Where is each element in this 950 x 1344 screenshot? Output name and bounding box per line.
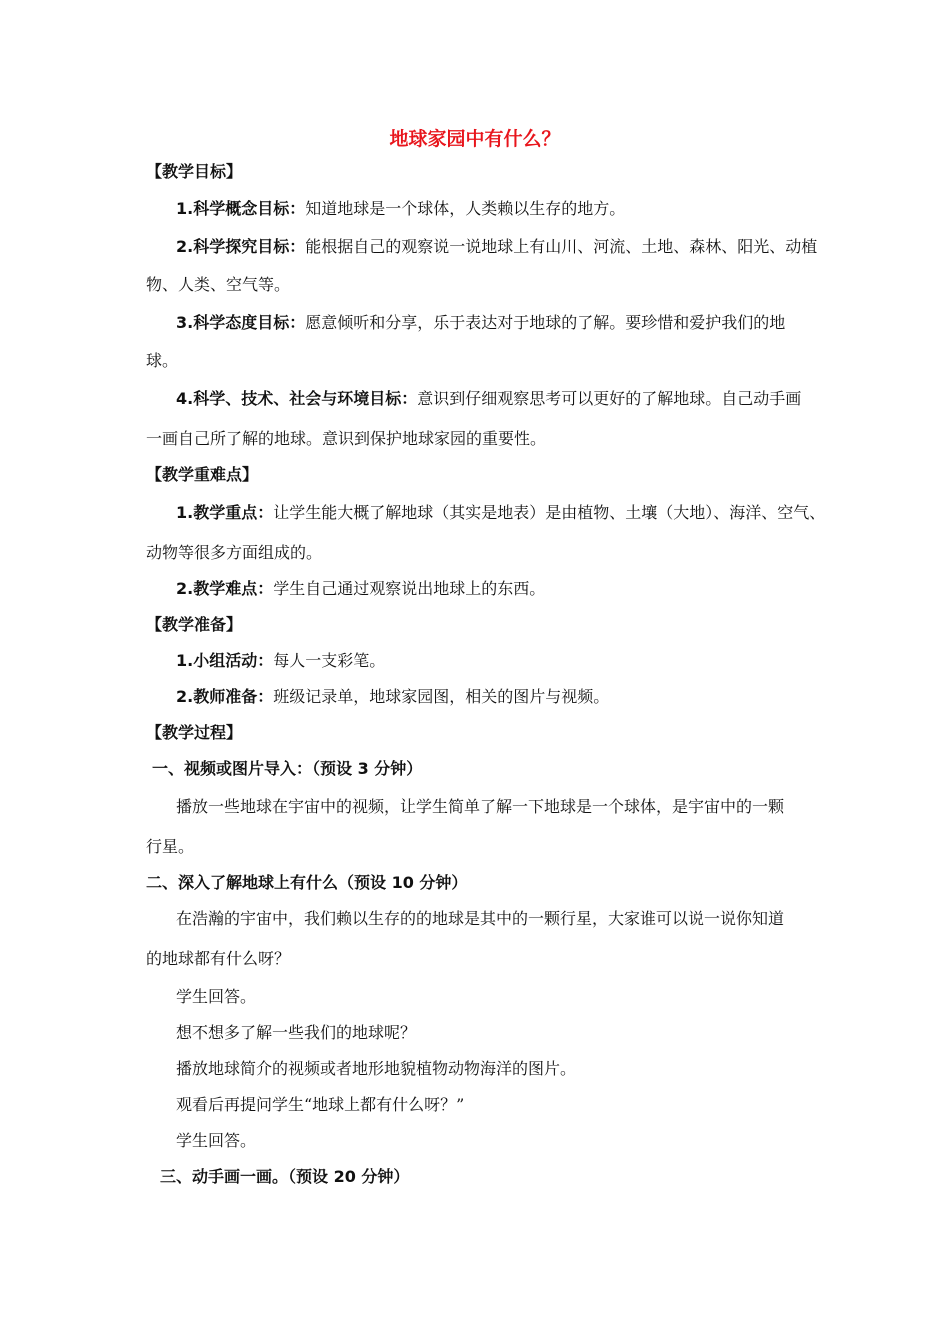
objective-item (176, 388, 801, 410)
preparation-text: 班级记录单，地球家园图，相关的图片与视频。 (273, 687, 610, 706)
document-title: 地球家园中有什么？ (389, 128, 561, 150)
paragraph: 观看后再提问学生“地球上都有什么呀？” (176, 1095, 465, 1114)
objective-text: 意识到仔细观察思考可以更好的了解地球。自己动手画 (417, 389, 802, 408)
preparation-item (176, 686, 609, 708)
objective-text: 能根据自己的观察说一说地球上有山川、河流、土地、森林、阳光、动植 (305, 237, 818, 256)
paragraph: 学生回答。 (176, 987, 257, 1006)
preparation-text: 每人一支彩笔。 (273, 651, 386, 670)
paragraph: 播放一些地球在宇宙中的视频，让学生简单了解一下地球是一个球体，是宇宙中的一颗 (176, 797, 785, 816)
paragraph-continued: 行星。 (146, 837, 195, 856)
objective-item (176, 236, 817, 258)
process-part-heading: 二、深入了解地球上有什么（预设 10 分钟） (146, 873, 468, 892)
keypoint-item (176, 578, 545, 600)
preparation-heading: 【教学准备】 (146, 615, 243, 634)
paragraph: 想不想多了解一些我们的地球呢？ (176, 1023, 417, 1042)
paragraph: 在浩瀚的宇宙中，我们赖以生存的的地球是其中的一颗行星，大家谁可以说一说你知道 (176, 909, 785, 928)
preparation-label: 2.教师准备： (176, 687, 274, 706)
objective-label: 2.科学探究目标： (176, 237, 306, 256)
paragraph-continued: 的地球都有什么呀？ (146, 949, 291, 968)
keypoint-label: 2.教学难点： (176, 579, 274, 598)
keypoint-text: 让学生能大概了解地球（其实是地表）是由植物、土壤（大地）、海洋、空气、 (273, 503, 826, 522)
preparation-label: 1.小组活动： (176, 651, 274, 670)
keypoint-text-continued: 动物等很多方面组成的。 (146, 543, 323, 562)
objective-label: 3.科学态度目标： (176, 313, 306, 332)
keypoints-heading: 【教学重难点】 (146, 465, 259, 484)
objective-text-continued: 一画自己所了解的地球。意识到保护地球家园的重要性。 (146, 429, 547, 448)
preparation-item (176, 650, 385, 672)
process-part-heading: 三、动手画一画。（预设 20 分钟） (160, 1167, 410, 1186)
objective-label: 1.科学概念目标： (176, 199, 306, 218)
paragraph: 播放地球简介的视频或者地形地貌植物动物海洋的图片。 (176, 1059, 577, 1078)
process-part-heading: 一、视频或图片导入：（预设 3 分钟） (152, 759, 423, 778)
keypoint-label: 1.教学重点： (176, 503, 274, 522)
objective-text-continued: 球。 (146, 351, 179, 370)
process-heading: 【教学过程】 (146, 723, 243, 742)
keypoint-text: 学生自己通过观察说出地球上的东西。 (273, 579, 546, 598)
objective-item (176, 198, 625, 220)
paragraph: 学生回答。 (176, 1131, 257, 1150)
objective-item (176, 312, 785, 334)
objective-text: 愿意倾听和分享，乐于表达对于地球的了解。要珍惜和爱护我们的地 (305, 313, 786, 332)
keypoint-item (176, 502, 825, 524)
objectives-heading: 【教学目标】 (146, 162, 243, 181)
objective-text: 知道地球是一个球体，人类赖以生存的地方。 (305, 199, 626, 218)
objective-text-continued: 物、人类、空气等。 (146, 275, 291, 294)
objective-label: 4.科学、技术、社会与环境目标： (176, 389, 418, 408)
